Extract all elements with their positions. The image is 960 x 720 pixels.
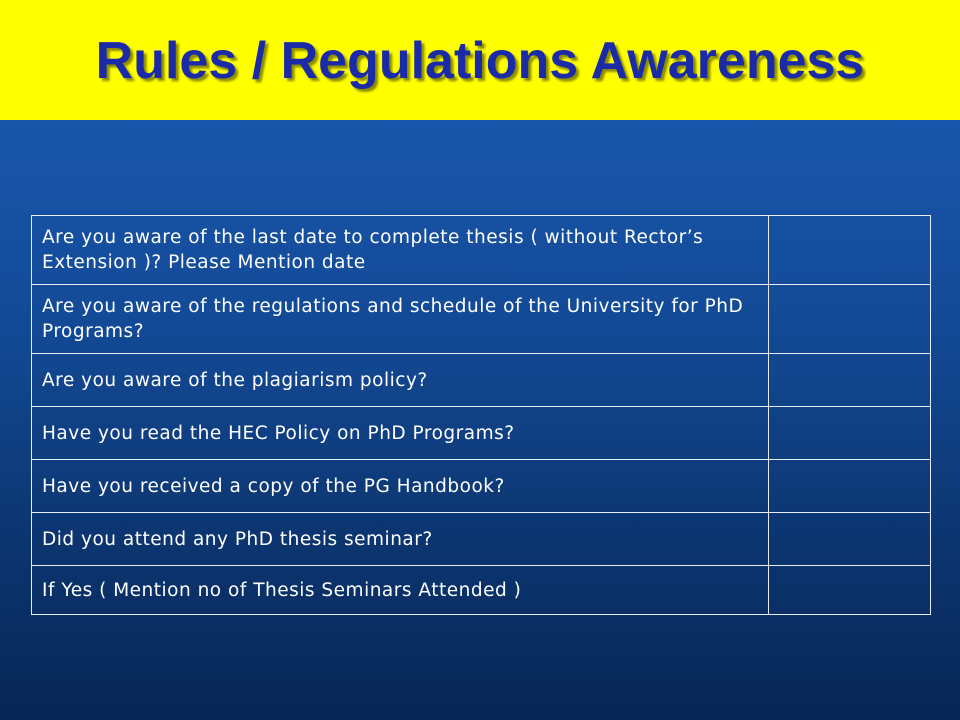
table-row [32,566,931,615]
answer-cell[interactable] [769,354,931,407]
table-row [32,460,931,513]
answer-cell[interactable] [769,285,931,354]
answer-cell[interactable] [769,216,931,285]
answer-cell[interactable] [769,460,931,513]
question-cell: If Yes ( Mention no of Thesis Seminars Attended ) [32,566,769,615]
question-cell: Are you aware of the last date to complete thesis ( without Rector’s Extension )? Please Mention date [32,216,769,285]
table-row [32,407,931,460]
table-row [32,354,931,407]
slide-title: Rules / Regulations Awareness [95,32,865,90]
question-cell: Are you aware of the regulations and schedule of the University for PhD Programs? [32,285,769,354]
question-cell: Are you aware of the plagiarism policy? [32,354,769,407]
question-cell: Have you read the HEC Policy on PhD Programs? [32,407,769,460]
answer-cell[interactable] [769,513,931,566]
question-cell: Have you received a copy of the PG Handbook? [32,460,769,513]
table-row [32,285,931,354]
table-row [32,513,931,566]
answer-cell[interactable] [769,407,931,460]
question-cell: Did you attend any PhD thesis seminar? [32,513,769,566]
answer-cell[interactable] [769,566,931,615]
questionnaire-table [31,215,931,615]
table-row [32,216,931,285]
